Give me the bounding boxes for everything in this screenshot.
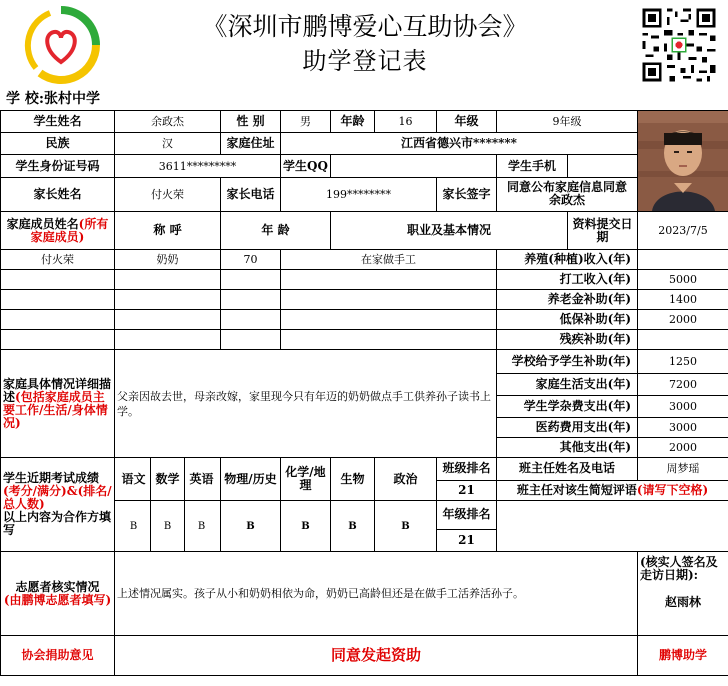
opinion-label: 协会捐助意见: [1, 636, 115, 676]
family-members-header: [1, 212, 115, 250]
comment-label: 班主任对该生简短评语: [516, 482, 637, 497]
school-label: 学 校:: [6, 91, 45, 107]
submit-date-value[interactable]: 2023/7/5: [638, 212, 728, 250]
member-job[interactable]: [281, 330, 497, 350]
form-title: 助学登记表: [302, 47, 428, 75]
title-line-1: 《深圳市鹏博爱心互助协会》: [202, 12, 528, 41]
grade-rank-value[interactable]: 21: [437, 529, 497, 551]
association-logo-icon: [20, 4, 102, 86]
finance-label: 医药费用支出(年): [497, 418, 638, 438]
grade-biology[interactable]: B: [331, 501, 375, 552]
member-job[interactable]: 在家做手工: [281, 250, 497, 270]
member-name[interactable]: [1, 310, 115, 330]
volunteer-text[interactable]: 上述情况属实。孩子从小和奶奶相依为命，奶奶已高龄但还是在做手工活养活孙子。: [115, 552, 638, 636]
grade-math[interactable]: B: [151, 501, 185, 551]
member-relation[interactable]: [115, 290, 221, 310]
situation-label: 家庭具体情况详细描述: [3, 376, 112, 404]
finance-value[interactable]: 2000: [638, 310, 728, 330]
finance-label: 养老金补助(年): [497, 290, 638, 310]
consent-text: 同意公布家庭信息同意: [506, 180, 627, 195]
student-name-value[interactable]: 余政杰: [115, 111, 221, 133]
situation-text[interactable]: 父亲因故去世，母亲改嫁，家里现今只有年迈的奶奶做点手工供养孙子读书上学。: [115, 350, 497, 458]
finance-value[interactable]: 2000: [638, 438, 728, 458]
finance-label: 学校给予学生补助(年): [497, 350, 638, 374]
school-line: [6, 89, 100, 109]
qq-label: 学生QQ: [281, 155, 331, 177]
teacher-label: 班主任姓名及电话: [497, 458, 638, 481]
student-photo-image: [638, 111, 728, 211]
grade-chemistry-geography[interactable]: B: [281, 501, 331, 552]
school-name: 张村中学: [44, 91, 101, 107]
phone-value[interactable]: [568, 155, 638, 177]
parent-phone-label: 家长电话: [221, 177, 281, 211]
id-label: 学生身份证号码: [1, 155, 115, 177]
qr-code-icon: [640, 6, 718, 84]
finance-value[interactable]: 3000: [638, 396, 728, 418]
id-value[interactable]: 3611*********: [115, 155, 281, 177]
verifier-name[interactable]: 赵雨林: [664, 595, 701, 609]
submit-date-label: 资料提交日期: [568, 212, 638, 250]
student-photo: [638, 111, 728, 212]
member-relation[interactable]: [115, 310, 221, 330]
age-value[interactable]: 16: [375, 111, 437, 133]
member-age-header: 年 龄: [221, 212, 331, 250]
header: [0, 0, 728, 88]
comment-value[interactable]: [497, 501, 728, 552]
member-age[interactable]: [221, 290, 281, 310]
teacher-value[interactable]: 周梦瑶: [638, 458, 728, 481]
parent-sign-label: 家长签字: [437, 177, 497, 211]
parent-name-label: 家长姓名: [1, 177, 115, 211]
grade-cell: [115, 501, 221, 552]
situation-label-cell: [1, 350, 115, 458]
subject-english: 英语: [189, 471, 214, 486]
class-rank-value[interactable]: 21: [437, 480, 497, 500]
ethnic-value[interactable]: 汉: [115, 133, 221, 155]
member-job[interactable]: [281, 270, 497, 290]
grade-value[interactable]: 9年级: [497, 111, 638, 133]
finance-value[interactable]: 7200: [638, 374, 728, 396]
consent-name: 余政杰: [548, 193, 585, 208]
subject-chemistry-geography: 化学/地理: [281, 458, 331, 501]
ethnic-label: 民族: [1, 133, 115, 155]
member-job[interactable]: [281, 310, 497, 330]
comment-header: [497, 480, 728, 500]
subject-physics-history: 物理/历史: [221, 458, 281, 501]
address-label: 家庭住址: [221, 133, 281, 155]
org-name: 鹏博助学: [638, 636, 728, 676]
finance-value[interactable]: [638, 250, 728, 270]
parent-name-value[interactable]: 付火荣: [115, 177, 221, 211]
member-name[interactable]: 付火荣: [1, 250, 115, 270]
class-rank-label: 班级排名: [437, 458, 497, 481]
scores-note: (考分/满分)&(排名/总人数): [3, 484, 112, 511]
member-age[interactable]: 70: [221, 250, 281, 270]
gender-label: 性 别: [221, 111, 281, 133]
comment-note: (请写下空格): [636, 482, 709, 497]
finance-label: 其他支出(年): [497, 438, 638, 458]
grade-label: 年级: [437, 111, 497, 133]
address-value[interactable]: 江西省德兴市*******: [281, 133, 638, 155]
grade-chinese[interactable]: B: [117, 501, 151, 551]
member-age[interactable]: [221, 330, 281, 350]
family-members-note: (所有家庭成员): [30, 216, 109, 244]
verifier-label: (核实人签名及走访日期):: [640, 555, 718, 582]
member-name[interactable]: [1, 270, 115, 290]
subject-math: 数学: [151, 458, 185, 500]
finance-label: 低保补助(年): [497, 310, 638, 330]
finance-value[interactable]: 5000: [638, 270, 728, 290]
grade-english[interactable]: B: [197, 520, 206, 532]
member-job[interactable]: [281, 290, 497, 310]
finance-value[interactable]: [638, 330, 728, 350]
grade-politics[interactable]: B: [375, 501, 437, 552]
grade-physics-history[interactable]: B: [221, 501, 281, 552]
gender-value[interactable]: 男: [281, 111, 331, 133]
finance-label: 学生学杂费支出(年): [497, 396, 638, 418]
finance-label: 残疾补助(年): [497, 330, 638, 350]
finance-value[interactable]: 1250: [638, 350, 728, 374]
opinion-value[interactable]: 同意发起资助: [115, 636, 638, 676]
finance-label: 养殖(种植)收入(年): [497, 250, 638, 270]
member-age[interactable]: [221, 270, 281, 290]
member-relation[interactable]: 奶奶: [115, 250, 221, 270]
subject-cell: [115, 458, 221, 501]
registration-table: [0, 110, 728, 676]
member-name[interactable]: [1, 330, 115, 350]
finance-value[interactable]: 3000: [638, 418, 728, 438]
grade-rank-label: 年级排名: [437, 501, 497, 530]
volunteer-label-cell: [1, 552, 115, 636]
phone-label: 学生手机: [497, 155, 568, 177]
member-age[interactable]: [221, 310, 281, 330]
subject-biology: 生物: [331, 458, 375, 501]
finance-value[interactable]: 1400: [638, 290, 728, 310]
scores-label: 学生近期考试成绩: [3, 471, 100, 485]
consent-cell: [497, 177, 638, 211]
verifier-cell: [638, 552, 728, 636]
subject-politics: 政治: [375, 458, 437, 501]
scores-label-cell: [1, 458, 115, 552]
qq-value[interactable]: [331, 155, 497, 177]
volunteer-note: (由鹏博志愿者填写): [3, 592, 112, 607]
parent-phone-value[interactable]: 199********: [281, 177, 437, 211]
finance-label: 打工收入(年): [497, 270, 638, 290]
member-name[interactable]: [1, 290, 115, 310]
student-name-label: 学生姓名: [1, 111, 115, 133]
situation-note: (包括家庭成员主要工作/生活/身体情况): [3, 389, 108, 430]
subject-chinese: 语文: [117, 458, 151, 500]
volunteer-label: 志愿者核实情况: [15, 579, 100, 594]
scores-tail: 以上内容为合作方填写: [3, 510, 112, 537]
member-relation[interactable]: [115, 330, 221, 350]
relation-header: 称 呼: [115, 212, 221, 250]
family-members-label: 家庭成员姓名: [6, 216, 79, 231]
member-relation[interactable]: [115, 270, 221, 290]
age-label: 年龄: [331, 111, 375, 133]
finance-label: 家庭生活支出(年): [497, 374, 638, 396]
job-header: 职业及基本情况: [331, 212, 568, 250]
